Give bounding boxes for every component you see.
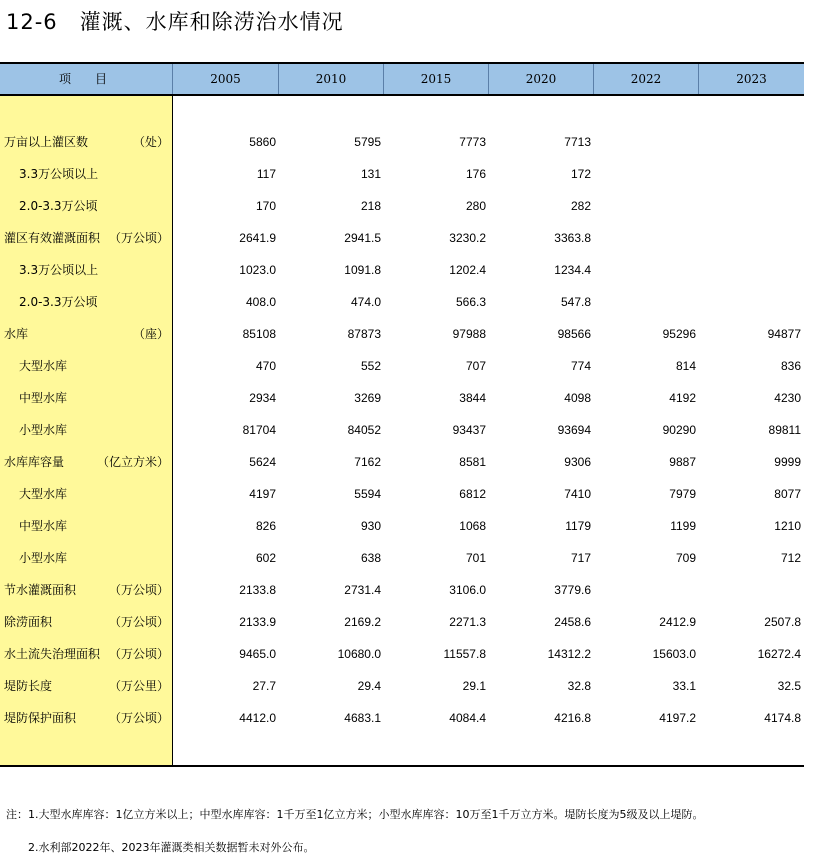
table-cell	[594, 126, 696, 158]
table-cell: 10680.0	[337, 647, 381, 661]
table-cell: 170	[255, 199, 276, 213]
table-cell: 172	[570, 167, 591, 181]
row-label: 2.0-3.3万公顷	[19, 199, 98, 213]
table-cell: 7773	[459, 135, 486, 149]
table-cell: 8581	[459, 455, 486, 469]
row-label: 水土流失治理面积	[4, 647, 101, 661]
table-cell: 4192	[669, 391, 696, 405]
footnote-2: 2.水利部2022年、2023年灌溉类相关数据暂未对外公布。	[6, 841, 315, 854]
table-row	[0, 222, 804, 254]
table-cell: 1091.8	[344, 263, 381, 277]
row-unit: （亿立方米）	[96, 455, 169, 469]
table-cell: 4197.2	[659, 711, 696, 725]
row-label: 3.3万公顷以上	[19, 167, 99, 181]
table-cell: 4197	[249, 487, 276, 501]
table-cell: 33.1	[672, 679, 696, 693]
table-cell: 2271.3	[449, 615, 486, 629]
table-cell: 117	[256, 167, 276, 181]
row-label: 小型水库	[19, 423, 68, 437]
table-cell: 5860	[249, 135, 276, 149]
row-label: 灌区有效灌溉面积	[4, 231, 101, 245]
header-year: 2022	[594, 64, 699, 94]
header-year: 2010	[279, 64, 384, 94]
table-row	[0, 510, 804, 542]
table-cell: 4174.8	[764, 711, 801, 725]
table-cell: 2133.8	[239, 583, 276, 597]
table-cell: 16272.4	[757, 647, 801, 661]
table-row	[0, 446, 804, 478]
table-cell: 9306	[564, 455, 591, 469]
table-cell: 94877	[767, 327, 801, 341]
table-cell: 1068	[459, 519, 486, 533]
row-label: 2.0-3.3万公顷	[19, 295, 98, 309]
table-cell: 7410	[564, 487, 591, 501]
table-row	[0, 382, 804, 414]
table-cell: 5594	[354, 487, 381, 501]
table-cell	[594, 574, 696, 606]
footnote-1: 注：1.大型水库库容：1亿立方米以上；中型水库库容：1千万至1亿立方米；小型水库库容：10万至1千万立方米。堤防长度为5级及以上堤防。	[6, 808, 704, 821]
table-cell: 2133.9	[239, 615, 276, 629]
row-label: 水库	[4, 327, 29, 341]
table-cell: 32.8	[567, 679, 591, 693]
row-label: 万亩以上灌区数	[4, 135, 89, 149]
table-cell: 701	[465, 551, 486, 565]
table-cell: 2641.9	[239, 231, 276, 245]
row-unit: （万公顷）	[108, 583, 169, 597]
table-cell: 9999	[774, 455, 801, 469]
table-cell: 27.7	[252, 679, 276, 693]
table-cell: 4230	[774, 391, 801, 405]
header-year: 2005	[173, 64, 279, 94]
table-cell: 4098	[564, 391, 591, 405]
table-row	[0, 350, 804, 382]
table-row	[0, 126, 804, 158]
table-cell: 98566	[557, 327, 591, 341]
row-label: 堤防保护面积	[4, 711, 77, 725]
table-cell: 5795	[354, 135, 381, 149]
header-year: 2020	[489, 64, 594, 94]
table-cell: 602	[255, 551, 276, 565]
table-cell: 2934	[249, 391, 276, 405]
table-cell: 707	[465, 359, 486, 373]
table-cell: 85108	[242, 327, 276, 341]
table-cell: 84052	[347, 423, 381, 437]
table-cell: 470	[255, 359, 276, 373]
row-unit: （座）	[132, 327, 169, 341]
table-cell: 717	[570, 551, 591, 565]
row-label: 堤防长度	[4, 679, 53, 693]
table-cell: 9887	[669, 455, 696, 469]
table-cell: 81704	[242, 423, 276, 437]
table-cell: 2731.4	[344, 583, 381, 597]
table-cell	[699, 190, 801, 222]
table-cell: 3844	[459, 391, 486, 405]
table-cell: 814	[675, 359, 696, 373]
table-cell: 9465.0	[239, 647, 276, 661]
table-row	[0, 606, 804, 638]
table-cell: 930	[360, 519, 381, 533]
table-cell: 1210	[774, 519, 801, 533]
table-cell: 552	[360, 359, 381, 373]
table-row	[0, 542, 804, 574]
table-cell: 4216.8	[554, 711, 591, 725]
row-label: 水库库容量	[4, 455, 65, 469]
table-cell: 131	[360, 167, 381, 181]
table-cell	[699, 222, 801, 254]
row-unit: （万公顷）	[108, 615, 169, 629]
table-row	[0, 670, 804, 702]
table-cell: 93437	[452, 423, 486, 437]
table-cell	[699, 254, 801, 286]
table-cell: 4084.4	[449, 711, 486, 725]
row-label: 3.3万公顷以上	[19, 263, 99, 277]
table-cell: 2169.2	[344, 615, 381, 629]
table-cell: 3269	[354, 391, 381, 405]
table-cell: 7979	[669, 487, 696, 501]
row-label: 大型水库	[19, 359, 68, 373]
table-row	[0, 414, 804, 446]
row-label: 中型水库	[19, 391, 68, 405]
table-row	[0, 574, 804, 606]
table-cell: 6812	[459, 487, 486, 501]
table-cell: 4683.1	[344, 711, 381, 725]
table-cell: 2458.6	[554, 615, 591, 629]
table-row	[0, 702, 804, 734]
table-cell: 8077	[774, 487, 801, 501]
table-cell: 14312.2	[547, 647, 591, 661]
table-cell	[699, 126, 801, 158]
table-cell: 638	[360, 551, 381, 565]
header-item: 项 目	[0, 64, 173, 94]
table-cell: 2507.8	[764, 615, 801, 629]
table-cell: 836	[780, 359, 801, 373]
table-cell: 3779.6	[554, 583, 591, 597]
table-bottom-rule	[0, 765, 804, 767]
table-cell: 95296	[662, 327, 696, 341]
row-label: 小型水库	[19, 551, 68, 565]
table-cell: 1179	[565, 519, 591, 533]
table-cell	[594, 286, 696, 318]
table-cell: 408.0	[245, 295, 276, 309]
row-unit: （万公顷）	[108, 231, 169, 245]
table-cell: 1202.4	[449, 263, 486, 277]
table-cell: 97988	[452, 327, 486, 341]
table-cell	[699, 574, 801, 606]
table-cell: 32.5	[777, 679, 801, 693]
table-cell	[594, 222, 696, 254]
table-row	[0, 478, 804, 510]
row-label: 除涝面积	[4, 615, 53, 629]
table-cell	[699, 158, 801, 190]
table-cell: 218	[360, 199, 381, 213]
table-row	[0, 254, 804, 286]
table-cell: 176	[465, 167, 486, 181]
header-year: 2023	[736, 72, 767, 86]
table-cell	[594, 254, 696, 286]
table-cell: 15603.0	[652, 647, 696, 661]
table-cell: 712	[780, 551, 801, 565]
table-cell: 11557.8	[443, 647, 486, 661]
table-cell: 3363.8	[554, 231, 591, 245]
table-cell: 89811	[768, 423, 801, 437]
row-unit: （万公顷）	[108, 647, 169, 661]
table-cell: 4412.0	[239, 711, 276, 725]
table-row	[0, 190, 804, 222]
table-cell: 280	[465, 199, 486, 213]
table-row	[0, 286, 804, 318]
table-cell: 29.4	[357, 679, 381, 693]
header-year: 2015	[384, 64, 489, 94]
table-cell	[594, 158, 696, 190]
table-cell: 474.0	[350, 295, 381, 309]
table-cell: 774	[570, 359, 591, 373]
table-row	[0, 158, 804, 190]
table-cell	[594, 190, 696, 222]
table-cell: 709	[675, 551, 696, 565]
row-unit: （处）	[132, 135, 169, 149]
table-cell: 90290	[662, 423, 696, 437]
table-cell	[699, 286, 801, 318]
table-header	[0, 64, 804, 94]
table-cell: 1234.4	[554, 263, 591, 277]
row-unit: （万公顷）	[108, 711, 169, 725]
table-cell: 29.1	[462, 679, 486, 693]
row-unit: （万公里）	[108, 679, 169, 693]
table-row	[0, 318, 804, 350]
table-cell: 7162	[354, 455, 381, 469]
table-cell: 7713	[564, 135, 591, 149]
table-cell: 566.3	[455, 295, 486, 309]
page-title: 12-6 灌溉、水库和除涝治水情况	[6, 10, 344, 34]
table-cell: 93694	[557, 423, 591, 437]
table-cell: 282	[570, 199, 591, 213]
table-cell: 2941.5	[344, 231, 381, 245]
table-cell: 87873	[347, 327, 381, 341]
table-cell: 3106.0	[449, 583, 486, 597]
row-label: 节水灌溉面积	[4, 583, 77, 597]
table-cell: 2412.9	[659, 615, 696, 629]
table-row	[0, 638, 804, 670]
table-cell: 3230.2	[449, 231, 486, 245]
table-cell: 1199	[670, 519, 696, 533]
table-cell: 826	[255, 519, 276, 533]
table-cell: 5624	[249, 455, 276, 469]
row-label: 中型水库	[19, 519, 68, 533]
table-cell: 1023.0	[239, 263, 276, 277]
row-label: 大型水库	[19, 487, 68, 501]
table-cell: 547.8	[560, 295, 591, 309]
